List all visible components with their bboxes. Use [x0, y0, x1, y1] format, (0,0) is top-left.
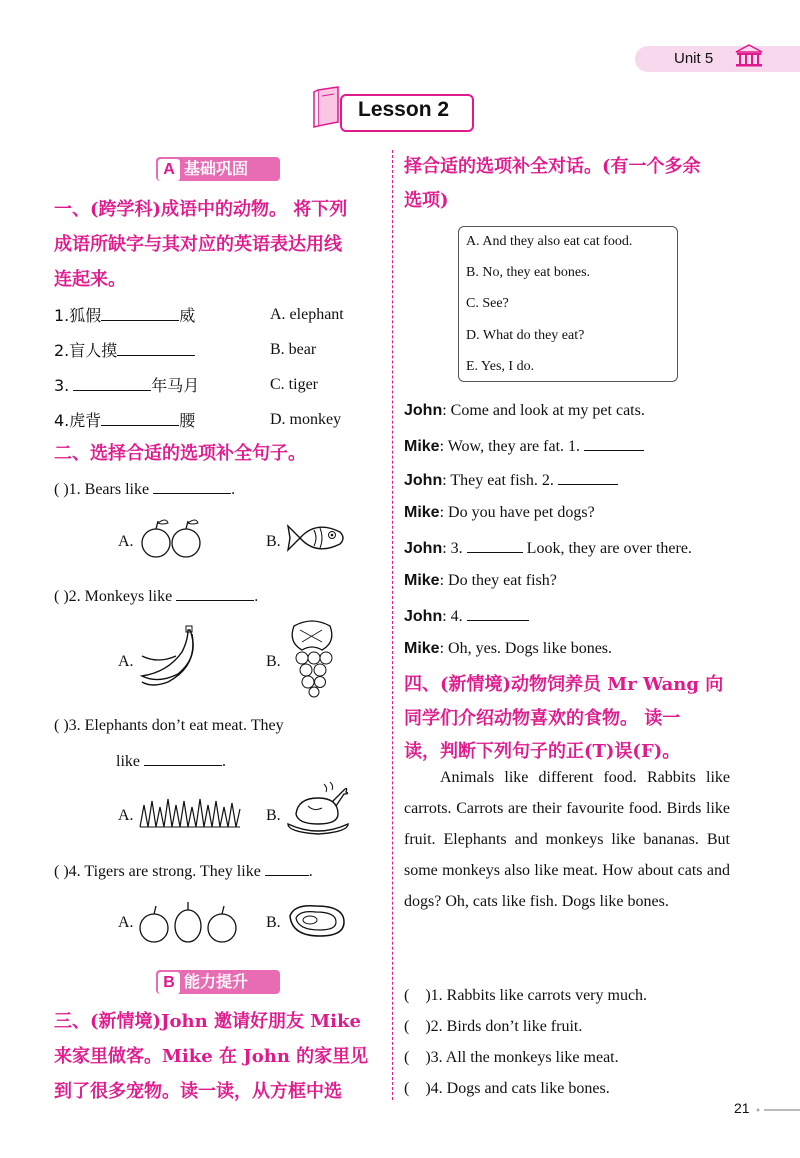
grapes-icon[interactable] — [286, 620, 338, 698]
answer-blank[interactable] — [467, 538, 523, 553]
fish-icon[interactable] — [286, 518, 348, 558]
dialogue-line: Mike: Oh, yes. Dogs like bones. — [404, 640, 613, 657]
roast-chicken-icon[interactable] — [286, 780, 350, 840]
dialogue-line: John: They eat fish. 2. — [404, 470, 618, 490]
answer-blank — [153, 479, 231, 494]
q2-item-3: ( )3. Elephants don’t eat meat. They — [54, 717, 284, 734]
section-a-title: 基础巩固 — [184, 159, 249, 178]
dialogue-option: D. What do they eat? — [466, 328, 585, 343]
apples-icon[interactable] — [138, 900, 240, 944]
judge-item: ( )1. Rabbits like carrots very much. — [404, 987, 648, 1004]
dialogue-line: Mike: Do they eat fish? — [404, 572, 557, 589]
q3-heading-line3: 到了很多宠物。读一读，从方框中选 — [54, 1081, 342, 1102]
q4-heading-line1: 四、(新情境)动物饲养员 Mr Wang 向 — [404, 674, 724, 695]
temple-icon — [735, 44, 763, 68]
q2-item-1: ( )1. Bears like . — [54, 481, 236, 498]
answer-blank[interactable] — [558, 470, 618, 485]
dialogue-line: John: Come and look at my pet cats. — [404, 402, 645, 419]
idiom-item: 1.狐假 威 — [54, 306, 196, 325]
page-number: 21 — [734, 1100, 750, 1116]
option-a-label[interactable]: A. — [118, 807, 134, 824]
answer-paren[interactable]: ( ) — [54, 863, 69, 880]
answer-paren[interactable]: ( ) — [404, 987, 431, 1004]
column-divider — [392, 150, 393, 1100]
lesson-title: Lesson 2 — [358, 98, 450, 121]
option-a-label[interactable]: A. — [118, 653, 134, 670]
section-b-title: 能力提升 — [184, 972, 249, 991]
answer-paren[interactable]: ( ) — [404, 1049, 431, 1066]
q2-heading: 二、选择合适的选项补全句子。 — [54, 443, 306, 464]
dialogue-line: Mike: Do you have pet dogs? — [404, 504, 595, 521]
q3-heading-line1: 三、(新情境)John 邀请好朋友 Mike — [54, 1011, 361, 1032]
dialogue-option: B. No, they eat bones. — [466, 265, 591, 280]
reading-passage: Animals like different food. Rabbits like carrots. Carrots are their favourite food. Birds like fruit. Elephants and monkeys like bananas. But some monkeys also like meat. How about cats and dogs? Oh, cats like fish. Dogs like bones. — [404, 769, 730, 910]
q2-item-2: ( )2. Monkeys like . — [54, 588, 259, 605]
idiom-item: 4.虎背 腰 — [54, 411, 196, 430]
answer-blank[interactable] — [117, 341, 195, 356]
section-b-badge — [156, 970, 280, 994]
q3-heading-line5: 选项) — [404, 190, 449, 211]
dialogue-option: C. See? — [466, 296, 509, 311]
dialogue-option: E. Yes, I do. — [466, 359, 535, 374]
answer-blank[interactable] — [467, 606, 529, 621]
match-option[interactable]: C. tiger — [270, 376, 318, 393]
q4-heading-line2: 同学们介绍动物喜欢的食物。 读一 — [404, 708, 681, 729]
option-b-label[interactable]: B. — [266, 533, 281, 550]
q3-heading-line2: 来家里做客。Mike 在 John 的家里见 — [54, 1046, 369, 1067]
dialogue-line: John: 3. Look, they are over there. — [404, 540, 692, 557]
answer-blank — [265, 861, 309, 876]
answer-paren[interactable]: ( ) — [404, 1018, 431, 1035]
option-b-label[interactable]: B. — [266, 914, 281, 931]
answer-blank — [144, 751, 222, 766]
answer-blank[interactable] — [101, 306, 179, 321]
match-option[interactable]: A. elephant — [270, 306, 344, 323]
q1-heading-line3: 连起来。 — [54, 269, 126, 290]
dialogue-line: John: 4. — [404, 606, 529, 626]
answer-paren[interactable]: ( ) — [404, 1080, 431, 1097]
answer-blank — [176, 586, 254, 601]
page-footer-line — [756, 1108, 800, 1112]
q3-heading-line4: 择合适的选项补全对话。(有一个多余 — [404, 156, 701, 177]
match-option[interactable]: D. monkey — [270, 411, 342, 428]
apples-icon[interactable] — [138, 515, 208, 560]
q1-heading-line1: 一、(跨学科)成语中的动物。 将下列 — [54, 199, 348, 220]
q1-heading-line2: 成语所缺字与其对应的英语表达用线 — [54, 234, 342, 255]
match-option[interactable]: B. bear — [270, 341, 317, 358]
unit-label: Unit 5 — [674, 50, 714, 67]
section-b-letter: B — [158, 972, 180, 994]
idiom-item: 2.盲人摸 — [54, 338, 195, 361]
judge-item: ( )3. All the monkeys like meat. — [404, 1049, 619, 1066]
section-a-letter: A — [158, 159, 180, 181]
answer-paren[interactable]: ( ) — [54, 481, 69, 498]
answer-blank[interactable] — [584, 436, 644, 451]
bananas-icon[interactable] — [138, 626, 202, 688]
unit-tab — [635, 46, 800, 72]
option-a-label[interactable]: A. — [118, 914, 134, 931]
answer-paren[interactable]: ( ) — [54, 717, 69, 734]
grass-icon[interactable] — [140, 797, 240, 829]
steak-icon[interactable] — [286, 902, 348, 940]
option-b-label[interactable]: B. — [266, 807, 281, 824]
answer-blank[interactable] — [101, 411, 179, 426]
q2-item-4: ( )4. Tigers are strong. They like . — [54, 863, 313, 880]
section-a-badge — [156, 157, 280, 181]
judge-item: ( )2. Birds don’t like fruit. — [404, 1018, 583, 1035]
answer-blank[interactable] — [73, 376, 151, 391]
option-b-label[interactable]: B. — [266, 653, 281, 670]
q4-heading-line3: 读，判断下列句子的正(T)误(F)。 — [404, 741, 681, 762]
q2-item-3-line2: like . — [116, 753, 226, 770]
idiom-item: 3. 年马月 — [54, 376, 200, 395]
judge-item: ( )4. Dogs and cats like bones. — [404, 1080, 610, 1097]
dialogue-line: Mike: Wow, they are fat. 1. — [404, 436, 644, 456]
option-a-label[interactable]: A. — [118, 533, 134, 550]
answer-paren[interactable]: ( ) — [54, 588, 69, 605]
dialogue-option: A. And they also eat cat food. — [466, 234, 633, 249]
